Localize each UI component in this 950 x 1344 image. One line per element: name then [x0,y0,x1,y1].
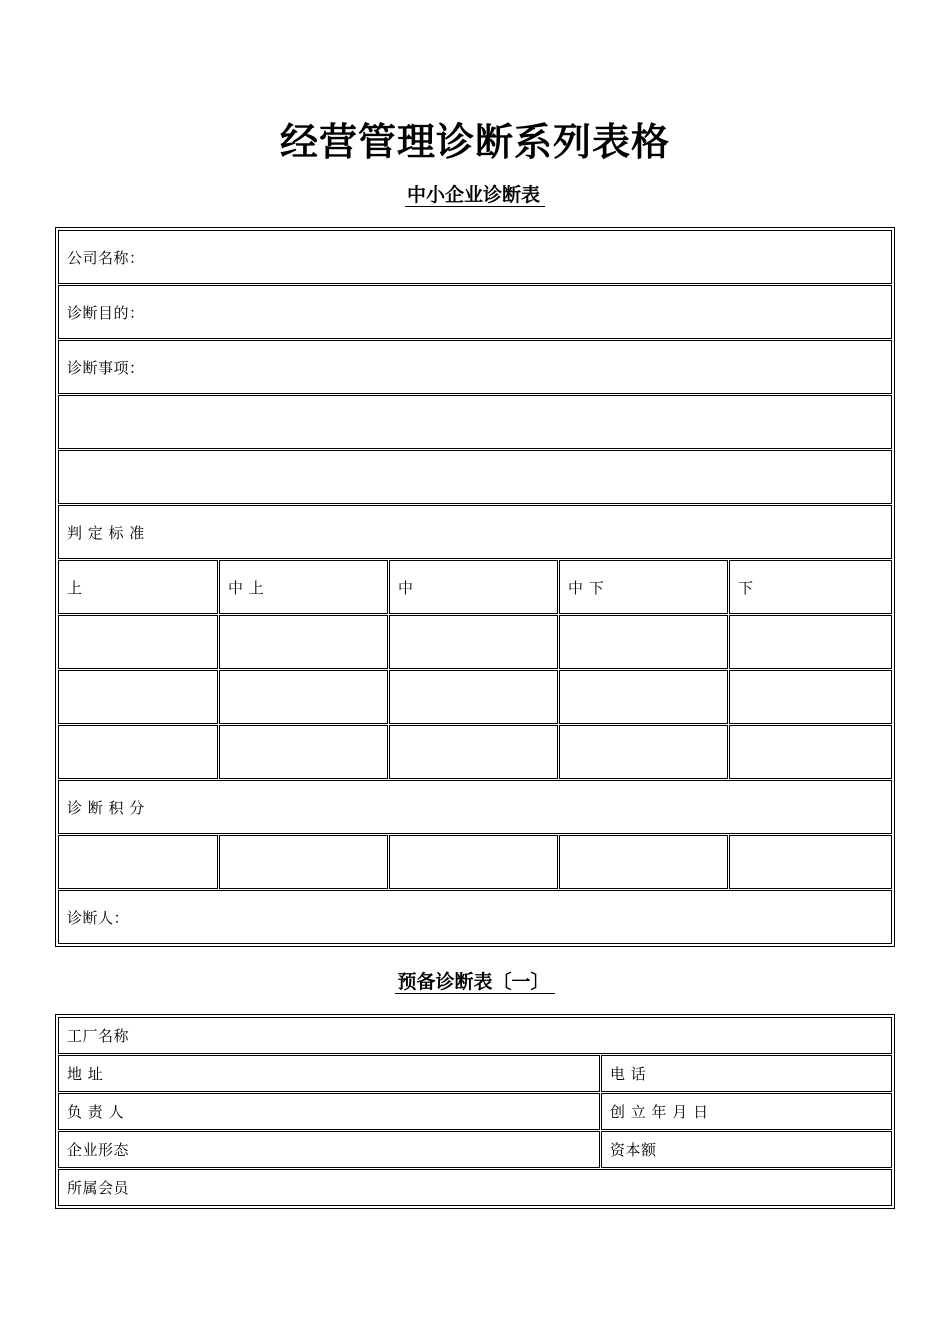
criteria-cell[interactable] [58,725,218,779]
criteria-row-2 [58,670,892,725]
score-cell[interactable] [219,835,388,889]
address-field[interactable]: 地 址 [58,1055,600,1092]
level-header-lower: 下 [729,560,892,614]
criteria-cell[interactable] [559,670,728,724]
row-address [58,1055,892,1093]
level-header-lower-middle: 中 下 [559,560,728,614]
row-company-name [58,230,892,285]
score-row [58,835,892,890]
criteria-cell[interactable] [389,615,558,669]
row-items-blank-2 [58,450,892,505]
row-items-blank-1 [58,395,892,450]
row-factory-name [58,1017,892,1055]
criteria-row-1 [58,615,892,670]
page-title: 经营管理诊断系列表格 [279,120,670,164]
phone-field[interactable]: 电 话 [601,1055,892,1092]
level-header-upper: 上 [58,560,218,614]
diagnosis-purpose-field[interactable]: 诊断目的： [58,285,892,339]
score-cell[interactable] [559,835,728,889]
criteria-row-3 [58,725,892,780]
criteria-cell[interactable] [729,670,892,724]
diagnosis-items-blank-1[interactable] [58,395,892,449]
form1-title [0,182,950,208]
criteria-cell[interactable] [559,725,728,779]
level-header-middle: 中 [389,560,558,614]
row-membership [58,1169,892,1206]
criteria-cell[interactable] [389,725,558,779]
row-score-label [58,780,892,835]
row-levels [58,560,892,615]
criteria-cell[interactable] [58,670,218,724]
row-diagnostician [58,890,892,944]
form1-title-text: 中小企业诊断表 [405,184,545,207]
score-cell[interactable] [729,835,892,889]
factory-name-field[interactable]: 工厂名称 [58,1017,892,1054]
row-items [58,340,892,395]
enterprise-type-field[interactable]: 企业形态 [58,1131,600,1168]
sme-diagnosis-form [55,227,895,947]
criteria-cell[interactable] [389,670,558,724]
level-header-upper-middle: 中 上 [219,560,388,614]
row-enterprise [58,1131,892,1169]
score-cell[interactable] [58,835,218,889]
diagnosis-items-blank-2[interactable] [58,450,892,504]
criteria-cell[interactable] [219,615,388,669]
criteria-cell[interactable] [219,670,388,724]
row-purpose [58,285,892,340]
membership-field[interactable]: 所属会员 [58,1169,892,1206]
criteria-cell[interactable] [729,615,892,669]
criteria-label: 判 定 标 准 [58,505,892,559]
diagnosis-items-field[interactable]: 诊断事项： [58,340,892,394]
founded-date-field[interactable]: 创 立 年 月 日 [601,1093,892,1130]
score-cell[interactable] [389,835,558,889]
score-label: 诊 断 积 分 [58,780,892,834]
capital-field[interactable]: 资本额 [601,1131,892,1168]
diagnostician-field[interactable]: 诊断人： [58,890,892,944]
company-name-field[interactable]: 公司名称： [58,230,892,284]
form2-title-text: 预备诊断表〔一〕 [395,971,554,994]
criteria-cell[interactable] [58,615,218,669]
row-person [58,1093,892,1131]
criteria-cell[interactable] [559,615,728,669]
preliminary-diagnosis-form [55,1014,895,1209]
form2-title [0,969,950,995]
criteria-cell[interactable] [729,725,892,779]
row-criteria [58,505,892,560]
person-in-charge-field[interactable]: 负 责 人 [58,1093,600,1130]
criteria-cell[interactable] [219,725,388,779]
